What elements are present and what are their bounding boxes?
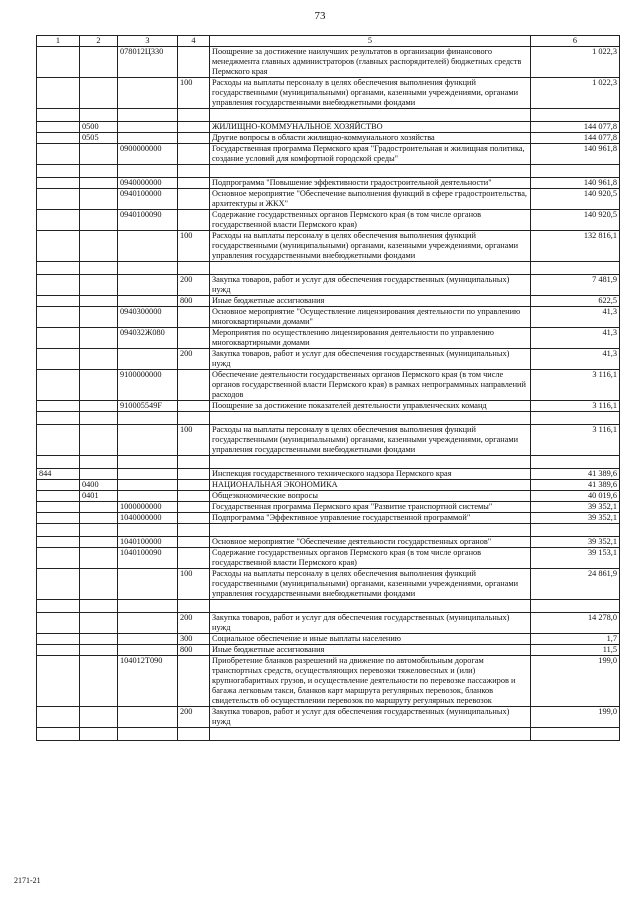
amount-cell: 11,5 — [531, 645, 620, 656]
amount-cell: 39 352,1 — [531, 513, 620, 524]
expense-type-cell — [178, 401, 210, 412]
section-code-cell — [80, 210, 118, 231]
amount-cell: 140 920,5 — [531, 189, 620, 210]
amount-cell: 132 816,1 — [531, 231, 620, 262]
target-code-cell — [118, 569, 178, 600]
admin-code-cell — [37, 412, 80, 425]
expense-type-cell — [178, 502, 210, 513]
description-cell: Другие вопросы в области жилищно-коммунального хозяйства — [210, 133, 531, 144]
table-row — [37, 328, 620, 349]
description-cell — [210, 456, 531, 469]
section-code-cell — [80, 548, 118, 569]
description-cell: Содержание государственных органов Пермского края (в том числе органов государственной власти Пермского края) — [210, 210, 531, 231]
admin-code-cell — [37, 480, 80, 491]
target-code-cell — [118, 707, 178, 728]
table-row — [37, 307, 620, 328]
section-code-cell: 0401 — [80, 491, 118, 502]
target-code-cell — [118, 613, 178, 634]
amount-cell: 41,3 — [531, 307, 620, 328]
expense-type-cell: 200 — [178, 613, 210, 634]
table-row — [37, 296, 620, 307]
admin-code-cell — [37, 707, 80, 728]
section-code-cell — [80, 502, 118, 513]
description-cell — [210, 600, 531, 613]
target-code-cell — [118, 165, 178, 178]
target-code-cell — [118, 122, 178, 133]
table-row — [37, 425, 620, 456]
expense-type-cell — [178, 469, 210, 480]
target-code-cell — [118, 456, 178, 469]
admin-code-cell — [37, 133, 80, 144]
target-code-cell — [118, 524, 178, 537]
expense-type-cell — [178, 728, 210, 741]
expense-type-cell — [178, 165, 210, 178]
target-code-cell: 0940100000 — [118, 189, 178, 210]
amount-cell — [531, 109, 620, 122]
admin-code-cell — [37, 178, 80, 189]
expense-type-cell: 100 — [178, 231, 210, 262]
expense-type-cell: 100 — [178, 569, 210, 600]
amount-cell: 3 116,1 — [531, 425, 620, 456]
target-code-cell — [118, 296, 178, 307]
admin-code-cell — [37, 548, 80, 569]
table-row — [37, 600, 620, 613]
section-code-cell — [80, 262, 118, 275]
admin-code-cell — [37, 296, 80, 307]
page-number: 73 — [314, 10, 326, 22]
section-code-cell — [80, 78, 118, 109]
amount-cell: 199,0 — [531, 656, 620, 707]
admin-code-cell — [37, 78, 80, 109]
target-code-cell — [118, 645, 178, 656]
column-header: 6 — [531, 36, 620, 47]
admin-code-cell — [37, 456, 80, 469]
description-cell — [210, 412, 531, 425]
amount-cell: 622,5 — [531, 296, 620, 307]
expense-type-cell — [178, 189, 210, 210]
expense-type-cell: 100 — [178, 425, 210, 456]
description-cell: Основное мероприятие "Обеспечение выполнения функций в сфере градостроительства, архитектуры и ЖКХ" — [210, 189, 531, 210]
expense-type-cell: 300 — [178, 634, 210, 645]
table-row — [37, 569, 620, 600]
expense-type-cell — [178, 656, 210, 707]
table-row — [37, 210, 620, 231]
expense-type-cell — [178, 456, 210, 469]
section-code-cell — [80, 456, 118, 469]
amount-cell: 24 861,9 — [531, 569, 620, 600]
description-cell: Расходы на выплаты персоналу в целях обеспечения выполнения функций государственными (муниципальными) органами, казенными учреждениями, органами управления государственными внебюджетными фондами — [210, 231, 531, 262]
expense-type-cell — [178, 370, 210, 401]
expense-type-cell — [178, 144, 210, 165]
section-code-cell — [80, 178, 118, 189]
admin-code-cell — [37, 144, 80, 165]
table-row — [37, 469, 620, 480]
expense-type-cell: 200 — [178, 707, 210, 728]
description-cell: ЖИЛИЩНО-КОММУНАЛЬНОЕ ХОЗЯЙСТВО — [210, 122, 531, 133]
table-row — [37, 109, 620, 122]
target-code-cell — [118, 469, 178, 480]
description-cell: Закупка товаров, работ и услуг для обеспечения государственных (муниципальных) нужд — [210, 707, 531, 728]
description-cell: Содержание государственных органов Пермского края (в том числе органов государственной власти Пермского края) — [210, 548, 531, 569]
admin-code-cell — [37, 307, 80, 328]
amount-cell: 140 961,8 — [531, 178, 620, 189]
table-row — [37, 178, 620, 189]
section-code-cell — [80, 370, 118, 401]
table-row — [37, 728, 620, 741]
admin-code-cell — [37, 600, 80, 613]
amount-cell: 144 077,8 — [531, 122, 620, 133]
section-code-cell — [80, 401, 118, 412]
target-code-cell — [118, 231, 178, 262]
admin-code-cell — [37, 513, 80, 524]
expense-type-cell — [178, 491, 210, 502]
amount-cell: 140 961,8 — [531, 144, 620, 165]
expense-type-cell: 200 — [178, 275, 210, 296]
target-code-cell: 910005549F — [118, 401, 178, 412]
admin-code-cell — [37, 656, 80, 707]
admin-code-cell — [37, 165, 80, 178]
section-code-cell: 0500 — [80, 122, 118, 133]
target-code-cell: 0940000000 — [118, 178, 178, 189]
admin-code-cell — [37, 401, 80, 412]
description-cell — [210, 165, 531, 178]
amount-cell: 1 022,3 — [531, 78, 620, 109]
amount-cell — [531, 262, 620, 275]
description-cell: Мероприятия по осуществлению лицензирования деятельности по управлению многоквартирными домами — [210, 328, 531, 349]
section-code-cell — [80, 412, 118, 425]
target-code-cell — [118, 412, 178, 425]
description-cell: Расходы на выплаты персоналу в целях обеспечения выполнения функций государственными (муниципальными) органами, казенными учреждениями, органами управления государственными внебюджетными фондами — [210, 425, 531, 456]
section-code-cell: 0505 — [80, 133, 118, 144]
section-code-cell — [80, 231, 118, 262]
document-code: 2171-21 — [14, 876, 41, 885]
description-cell: Основное мероприятие "Обеспечение деятельности государственных органов" — [210, 537, 531, 548]
target-code-cell: 1000000000 — [118, 502, 178, 513]
table-row — [37, 189, 620, 210]
admin-code-cell — [37, 537, 80, 548]
admin-code-cell — [37, 47, 80, 78]
target-code-cell — [118, 491, 178, 502]
description-cell: Поощрение за достижение наилучших результатов в организации финансового менеджмента главных администраторов (главных распорядителей) бюджетных средств Пермского края — [210, 47, 531, 78]
target-code-cell — [118, 425, 178, 456]
target-code-cell: 0900000000 — [118, 144, 178, 165]
expense-type-cell — [178, 328, 210, 349]
table-row — [37, 144, 620, 165]
table-row — [37, 656, 620, 707]
section-code-cell — [80, 707, 118, 728]
amount-cell: 3 116,1 — [531, 370, 620, 401]
amount-cell: 41 389,6 — [531, 480, 620, 491]
expense-type-cell — [178, 122, 210, 133]
description-cell: Иные бюджетные ассигнования — [210, 645, 531, 656]
description-cell: Государственная программа Пермского края "Развитие транспортной системы" — [210, 502, 531, 513]
section-code-cell — [80, 307, 118, 328]
target-code-cell — [118, 634, 178, 645]
table-row — [37, 231, 620, 262]
amount-cell: 40 019,6 — [531, 491, 620, 502]
section-code-cell — [80, 47, 118, 78]
description-cell: Поощрение за достижение показателей деятельности управленческих команд — [210, 401, 531, 412]
expense-type-cell — [178, 480, 210, 491]
expense-type-cell: 200 — [178, 349, 210, 370]
section-code-cell — [80, 513, 118, 524]
target-code-cell: 078012Ц330 — [118, 47, 178, 78]
amount-cell: 41,3 — [531, 349, 620, 370]
amount-cell: 41,3 — [531, 328, 620, 349]
admin-code-cell — [37, 425, 80, 456]
table-row — [37, 262, 620, 275]
section-code-cell — [80, 189, 118, 210]
table-row — [37, 480, 620, 491]
column-header: 5 — [210, 36, 531, 47]
description-cell: Закупка товаров, работ и услуг для обеспечения государственных (муниципальных) нужд — [210, 349, 531, 370]
expense-type-cell — [178, 210, 210, 231]
table-row — [37, 613, 620, 634]
table-row — [37, 78, 620, 109]
description-cell: НАЦИОНАЛЬНАЯ ЭКОНОМИКА — [210, 480, 531, 491]
admin-code-cell — [37, 231, 80, 262]
expense-type-cell: 800 — [178, 296, 210, 307]
admin-code-cell — [37, 349, 80, 370]
admin-code-cell — [37, 524, 80, 537]
description-cell: Иные бюджетные ассигнования — [210, 296, 531, 307]
amount-cell: 14 278,0 — [531, 613, 620, 634]
description-cell: Подпрограмма "Эффективное управление государственной программой" — [210, 513, 531, 524]
admin-code-cell — [37, 189, 80, 210]
target-code-cell — [118, 275, 178, 296]
description-cell: Подпрограмма "Повышение эффективности градостроительной деятельности" — [210, 178, 531, 189]
description-cell: Обеспечение деятельности государственных органов Пермского края (в том числе органов государственной власти Пермского края) в рамках непрограммных направлений расходов — [210, 370, 531, 401]
table-row — [37, 47, 620, 78]
section-code-cell — [80, 537, 118, 548]
admin-code-cell — [37, 122, 80, 133]
expense-type-cell — [178, 109, 210, 122]
table-row — [37, 401, 620, 412]
admin-code-cell — [37, 645, 80, 656]
target-code-cell — [118, 480, 178, 491]
admin-code-cell — [37, 728, 80, 741]
table-row — [37, 707, 620, 728]
section-code-cell — [80, 634, 118, 645]
target-code-cell — [118, 728, 178, 741]
column-header: 3 — [118, 36, 178, 47]
budget-table — [36, 35, 620, 741]
column-header: 4 — [178, 36, 210, 47]
target-code-cell: 0940300000 — [118, 307, 178, 328]
amount-cell: 140 920,5 — [531, 210, 620, 231]
section-code-cell — [80, 645, 118, 656]
section-code-cell — [80, 613, 118, 634]
amount-cell: 39 352,1 — [531, 502, 620, 513]
section-code-cell — [80, 296, 118, 307]
amount-cell — [531, 524, 620, 537]
target-code-cell — [118, 349, 178, 370]
admin-code-cell — [37, 613, 80, 634]
expense-type-cell — [178, 412, 210, 425]
table-row — [37, 133, 620, 144]
table-row — [37, 412, 620, 425]
admin-code-cell — [37, 275, 80, 296]
target-code-cell: 9100000000 — [118, 370, 178, 401]
expense-type-cell — [178, 133, 210, 144]
table-row — [37, 634, 620, 645]
section-code-cell — [80, 328, 118, 349]
section-code-cell — [80, 728, 118, 741]
column-header: 1 — [37, 36, 80, 47]
expense-type-cell — [178, 600, 210, 613]
expense-type-cell — [178, 524, 210, 537]
description-cell — [210, 524, 531, 537]
description-cell — [210, 109, 531, 122]
amount-cell: 39 352,1 — [531, 537, 620, 548]
section-code-cell — [80, 469, 118, 480]
amount-cell: 3 116,1 — [531, 401, 620, 412]
description-cell — [210, 262, 531, 275]
expense-type-cell — [178, 537, 210, 548]
amount-cell — [531, 456, 620, 469]
admin-code-cell — [37, 634, 80, 645]
admin-code-cell — [37, 502, 80, 513]
section-code-cell — [80, 144, 118, 165]
amount-cell: 1 022,3 — [531, 47, 620, 78]
target-code-cell: 1040100090 — [118, 548, 178, 569]
target-code-cell — [118, 262, 178, 275]
amount-cell — [531, 165, 620, 178]
admin-code-cell — [37, 491, 80, 502]
table-row — [37, 537, 620, 548]
expense-type-cell: 100 — [178, 78, 210, 109]
section-code-cell: 0400 — [80, 480, 118, 491]
section-code-cell — [80, 275, 118, 296]
admin-code-cell — [37, 210, 80, 231]
target-code-cell — [118, 78, 178, 109]
target-code-cell: 1040000000 — [118, 513, 178, 524]
admin-code-cell — [37, 262, 80, 275]
table-row — [37, 491, 620, 502]
amount-cell: 39 153,1 — [531, 548, 620, 569]
admin-code-cell — [37, 370, 80, 401]
table-row — [37, 513, 620, 524]
table-row — [37, 548, 620, 569]
section-code-cell — [80, 165, 118, 178]
amount-cell: 41 389,6 — [531, 469, 620, 480]
table-header-row — [37, 36, 620, 47]
target-code-cell: 0940100090 — [118, 210, 178, 231]
section-code-cell — [80, 600, 118, 613]
description-cell: Закупка товаров, работ и услуг для обеспечения государственных (муниципальных) нужд — [210, 275, 531, 296]
amount-cell: 199,0 — [531, 707, 620, 728]
target-code-cell: 094032Ж080 — [118, 328, 178, 349]
table-row — [37, 165, 620, 178]
admin-code-cell: 844 — [37, 469, 80, 480]
amount-cell — [531, 412, 620, 425]
table-row — [37, 370, 620, 401]
amount-cell: 1,7 — [531, 634, 620, 645]
table-row — [37, 524, 620, 537]
section-code-cell — [80, 425, 118, 456]
description-cell: Государственная программа Пермского края "Градостроительная и жилищная политика, создание условий для комфортной городской среды" — [210, 144, 531, 165]
target-code-cell: 1040100000 — [118, 537, 178, 548]
section-code-cell — [80, 109, 118, 122]
admin-code-cell — [37, 569, 80, 600]
expense-type-cell — [178, 178, 210, 189]
description-cell: Расходы на выплаты персоналу в целях обеспечения выполнения функций государственными (муниципальными) органами, казенными учреждениями, органами управления государственными внебюджетными фондами — [210, 78, 531, 109]
description-cell: Социальное обеспечение и иные выплаты населению — [210, 634, 531, 645]
description-cell: Расходы на выплаты персоналу в целях обеспечения выполнения функций государственными (муниципальными) органами, казенными учреждениями, органами управления государственными внебюджетными фондами — [210, 569, 531, 600]
table-row — [37, 275, 620, 296]
table-row — [37, 456, 620, 469]
expense-type-cell — [178, 262, 210, 275]
amount-cell: 7 481,9 — [531, 275, 620, 296]
expense-type-cell: 800 — [178, 645, 210, 656]
admin-code-cell — [37, 328, 80, 349]
description-cell — [210, 728, 531, 741]
target-code-cell — [118, 109, 178, 122]
column-header: 2 — [80, 36, 118, 47]
target-code-cell — [118, 133, 178, 144]
amount-cell — [531, 728, 620, 741]
admin-code-cell — [37, 109, 80, 122]
table-row — [37, 645, 620, 656]
description-cell: Общеэкономические вопросы — [210, 491, 531, 502]
description-cell: Основное мероприятие "Осуществление лицензирования деятельности по управлению многоквартирными домами" — [210, 307, 531, 328]
description-cell: Закупка товаров, работ и услуг для обеспечения государственных (муниципальных) нужд — [210, 613, 531, 634]
description-cell: Инспекция государственного технического надзора Пермского края — [210, 469, 531, 480]
expense-type-cell — [178, 513, 210, 524]
expense-type-cell — [178, 548, 210, 569]
table-row — [37, 502, 620, 513]
section-code-cell — [80, 524, 118, 537]
amount-cell — [531, 600, 620, 613]
section-code-cell — [80, 349, 118, 370]
expense-type-cell — [178, 307, 210, 328]
table-row — [37, 349, 620, 370]
section-code-cell — [80, 656, 118, 707]
target-code-cell: 104012Т090 — [118, 656, 178, 707]
section-code-cell — [80, 569, 118, 600]
target-code-cell — [118, 600, 178, 613]
amount-cell: 144 077,8 — [531, 133, 620, 144]
table-row — [37, 122, 620, 133]
expense-type-cell — [178, 47, 210, 78]
description-cell: Приобретение бланков разрешений на движение по автомобильным дорогам транспортных средств, осуществляющих перевозки тяжеловесных и (или) крупногабаритных грузов, и осуществление деятельности по перевозке пассажиров и багажа легковым такси, бланков карт маршрута регулярных перевозок, бланков свидетельств об осуществлении перевозок по маршруту регулярных перевозок — [210, 656, 531, 707]
